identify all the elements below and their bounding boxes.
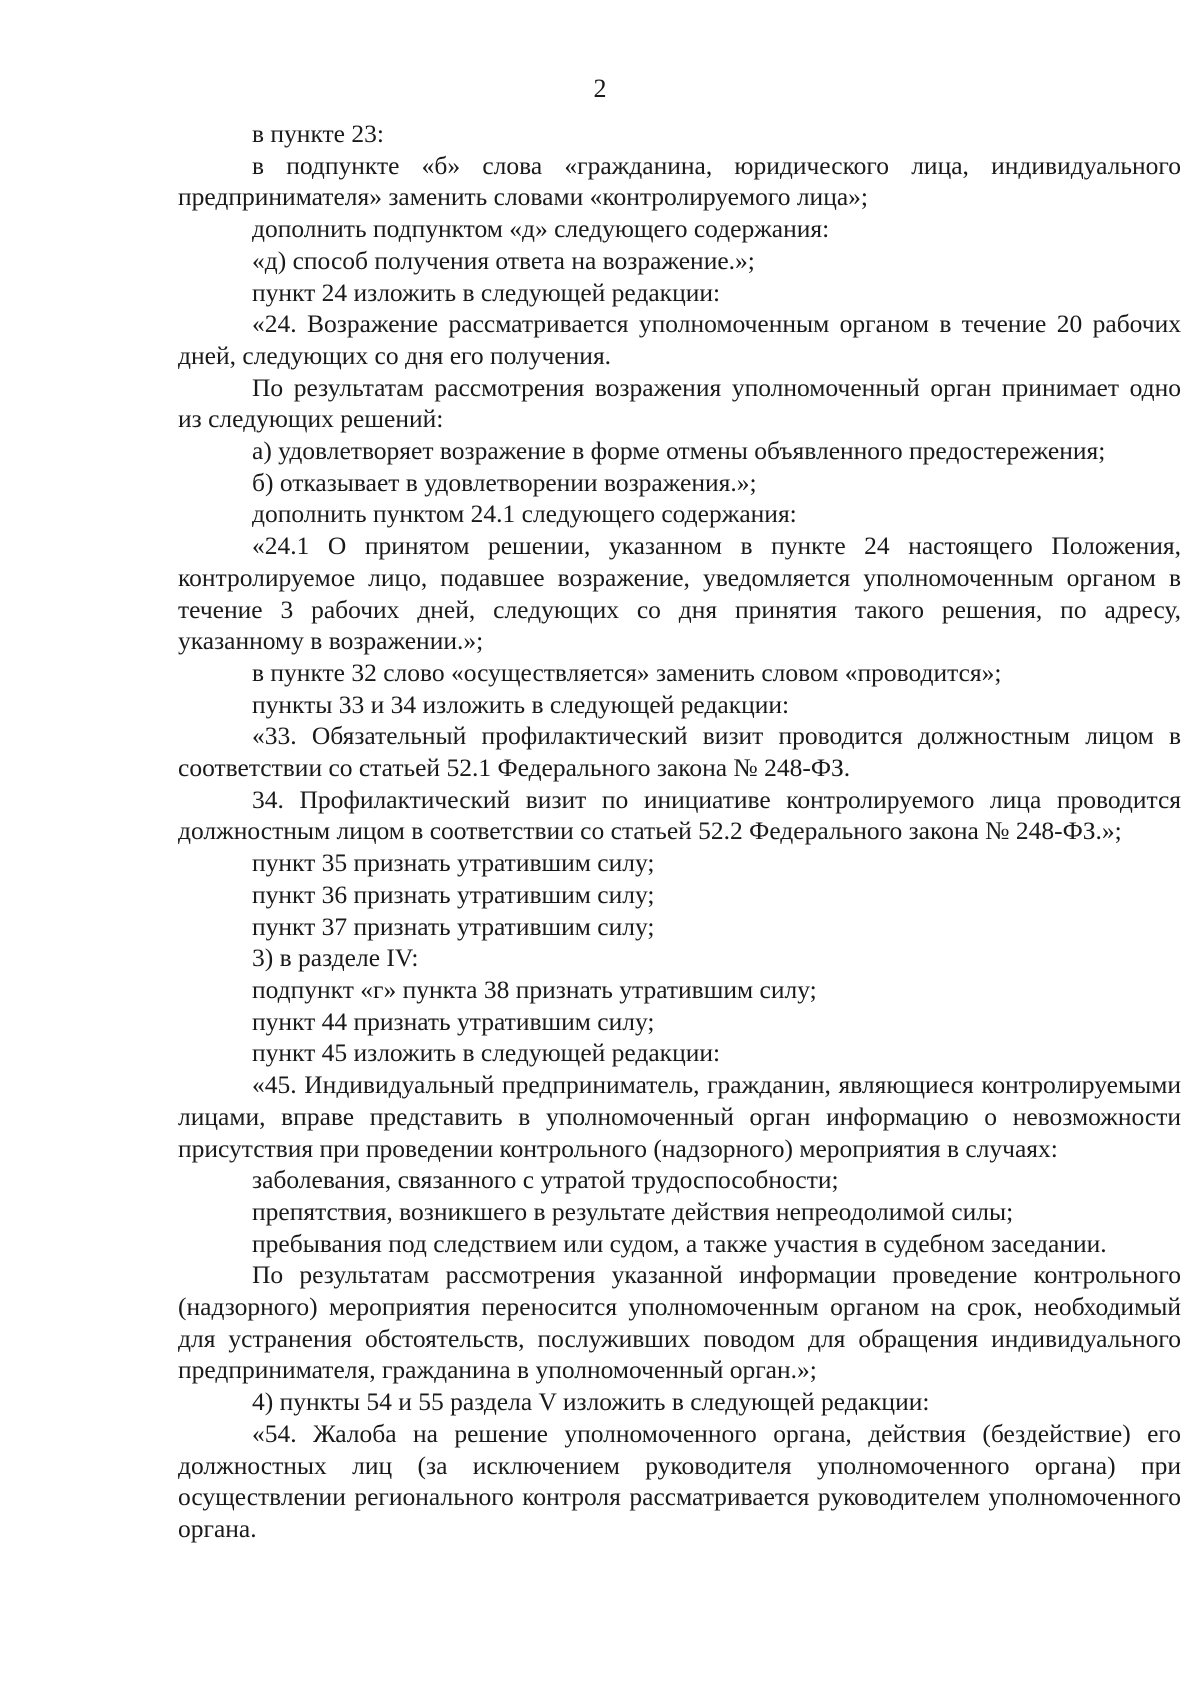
paragraph: По результатам рассмотрения указанной информации проведение контрольного (надзорного) мероприятия переносится уполномоченным органом на срок, необходимый для устранения обстоятельств, послуживших поводом для обращения индивидуального предпринимателя, гражданина в уполномоченный орган.»; [178, 1260, 1181, 1385]
paragraph: пункт 44 признать утратившим силу; [252, 1006, 655, 1036]
paragraph: 4) пункты 54 и 55 раздела V изложить в следующей редакции: [252, 1387, 930, 1417]
paragraph: пункт 24 изложить в следующей редакции: [252, 277, 721, 307]
paragraph: пункт 36 признать утратившим силу; [252, 879, 655, 909]
paragraph: препятствия, возникшего в результате действия непреодолимой силы; [252, 1196, 1014, 1226]
paragraph: в пункте 23: [252, 119, 384, 148]
paragraph: По результатам рассмотрения возражения уполномоченный орган принимает одно из следующих решений: [178, 372, 1181, 434]
document-body [178, 118, 1181, 1545]
paragraph: «24.1 О принятом решении, указанном в пункте 24 настоящего Положения, контролируемое лицо, подавшее возражение, уведомляется уполномоченным органом в течение 3 рабочих дней, следующих со дня принятия такого решения, по адресу, указанному в возражении.»; [178, 531, 1181, 656]
paragraph: пункт 35 признать утратившим силу; [252, 848, 655, 878]
paragraph: подпункт «г» пункта 38 признать утратившим силу; [252, 974, 817, 1004]
paragraph: в пункте 32 слово «осуществляется» заменить словом «проводится»; [252, 657, 1002, 687]
paragraph: б) отказывает в удовлетворении возражения.»; [252, 467, 757, 497]
paragraph: 34. Профилактический визит по инициативе контролируемого лица проводится должностным лицом в соответствии со статьей 52.2 Федерального закона № 248-ФЗ.»; [178, 784, 1181, 846]
paragraph: «д) способ получения ответа на возражение.»; [252, 245, 755, 275]
paragraph: пункт 37 признать утратившим силу; [252, 911, 655, 941]
paragraph: а) удовлетворяет возражение в форме отмены объявленного предостережения; [252, 436, 1106, 466]
paragraph: в подпункте «б» слова «гражданина, юридического лица, индивидуального предпринимателя» заменить словами «контролируемого лица»; [178, 150, 1181, 212]
paragraph: «33. Обязательный профилактический визит проводится должностным лицом в соответствии со статьей 52.1 Федерального закона № 248-ФЗ. [178, 721, 1181, 783]
paragraph: «54. Жалоба на решение уполномоченного органа, действия (бездействие) его должностных лиц (за исключением руководителя уполномоченного органа) при осуществлении регионального контроля рассматривается руководителем уполномоченного органа. [178, 1418, 1181, 1543]
paragraph: «24. Возражение рассматривается уполномоченным органом в течение 20 рабочих дней, следующих со дня его получения. [178, 309, 1181, 370]
page-number: 2 [593, 74, 607, 103]
paragraph: пребывания под следствием или судом, а также участия в судебном заседании. [252, 1228, 1107, 1258]
paragraph: дополнить пунктом 24.1 следующего содержания: [252, 499, 797, 529]
paragraph: пункт 45 изложить в следующей редакции: [252, 1038, 721, 1068]
paragraph: заболевания, связанного с утратой трудоспособности; [252, 1165, 839, 1195]
paragraph: «45. Индивидуальный предприниматель, гражданин, являющиеся контролируемыми лицами, вправе представить в уполномоченный орган информацию о невозможности присутствия при проведении контрольного (надзорного) мероприятия в случаях: [178, 1070, 1181, 1163]
paragraph: 3) в разделе IV: [252, 943, 419, 973]
paragraph: пункты 33 и 34 изложить в следующей редакции: [252, 689, 790, 719]
paragraph: дополнить подпунктом «д» следующего содержания: [252, 214, 830, 244]
